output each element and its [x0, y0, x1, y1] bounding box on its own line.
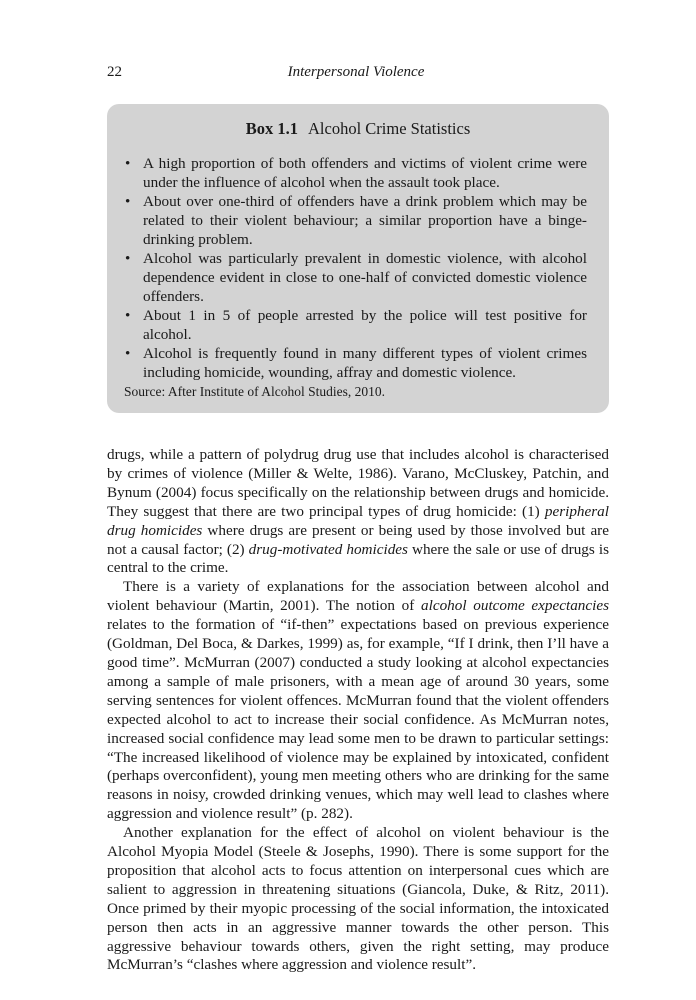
- paragraph: [107, 446, 609, 578]
- bullet-icon: •: [125, 345, 131, 362]
- italic-term: drug-motivated homicides: [248, 540, 408, 558]
- box-source: Source: After Institute of Alcohol Studies, 2010.: [124, 384, 385, 399]
- list-item: [125, 306, 587, 344]
- list-item: [125, 192, 587, 249]
- bullet-icon: •: [125, 307, 131, 324]
- page-number: 22: [107, 64, 122, 80]
- statistics-box: [107, 104, 609, 413]
- list-item-text: About over one-third of offenders have a drink problem which may be related to their violent behaviour; a similar proportion have a binge-drinking problem.: [143, 193, 587, 248]
- paragraph-text: where drugs are present or being used by those involved but are not a causal factor; (2): [107, 521, 609, 558]
- bullet-icon: •: [125, 155, 131, 172]
- body-text: [107, 446, 609, 975]
- list-item-text: About 1 in 5 of people arrested by the police will test positive for alcohol.: [143, 307, 587, 343]
- list-item-text: Alcohol was particularly prevalent in domestic violence, with alcohol dependence evident in close to one-half of convicted domestic violence offenders.: [143, 250, 587, 305]
- box-title-text: Alcohol Crime Statistics: [308, 119, 471, 138]
- list-item-text: Alcohol is frequently found in many different types of violent crimes including homicide, wounding, affray and domestic violence.: [143, 345, 587, 381]
- running-head: Interpersonal Violence: [287, 64, 425, 80]
- paragraph-text: There is a variety of explanations for the association between alcohol and violent behaviour (Martin, 2001). The notion of: [107, 578, 609, 615]
- box-bullet-list: [125, 154, 587, 382]
- paragraph: [107, 578, 609, 824]
- page-header: [107, 64, 605, 88]
- list-item: [125, 344, 587, 382]
- bullet-icon: •: [125, 193, 131, 210]
- box-number: Box 1.1: [245, 119, 298, 138]
- italic-term: alcohol outcome expectancies: [421, 597, 609, 615]
- paragraph-text: where the sale or use of drugs is central to the crime.: [107, 540, 609, 577]
- italic-term: peripheral drug homicides: [107, 502, 609, 539]
- list-item-text: A high proportion of both offenders and victims of violent crime were under the influence of alcohol when the assault took place.: [143, 155, 587, 191]
- list-item: [125, 154, 587, 192]
- paragraph-text: relates to the formation of “if-then” expectations based on previous experience (Goldman, Del Boca, & Darkes, 1999) as, for example, “If I drink, then I’ll have a good time”. McMurran (2007) conducted a study looking at alcohol expectancies among a sample of male prisoners, with a mean age of around 30 years, some serving sentences for violent offences. McMurran found that the violent offenders expected alcohol to act to increase their social confidence. As McMurran notes, increased social confidence may lead some men to be drawn to particular settings: “The increased likelihood of violence may be explained by intoxicated, confident (perhaps overconfident), young men meeting others who are drinking for the same reasons in noisy, crowded drinking venues, which may well lead to clashes where aggression and violence result” (p. 282).: [107, 616, 609, 823]
- box-title: [107, 119, 609, 139]
- bullet-icon: •: [125, 250, 131, 267]
- paragraph: Another explanation for the effect of alcohol on violent behaviour is the Alcohol Myopia Model (Steele & Josephs, 1990). There is some support for the proposition that alcohol acts to focus attention on interpersonal cues which are salient to aggression in threatening situations (Giancola, Duke, & Ritz, 2011). Once primed by their myopic processing of the social information, the intoxicated person then acts in an aggressive manner towards the other person. This aggressive behaviour towards others, given the right setting, may produce McMurran’s “clashes where aggression and violence result”.: [107, 824, 609, 974]
- list-item: [125, 249, 587, 306]
- paragraph-text: drugs, while a pattern of polydrug drug use that includes alcohol is characterised by crimes of violence (Miller & Welte, 1986). Varano, McCluskey, Patchin, and Bynum (2004) focus specifically on the relationship between drugs and homicide. They suggest that there are two principal types of drug homicide: (1): [107, 446, 609, 520]
